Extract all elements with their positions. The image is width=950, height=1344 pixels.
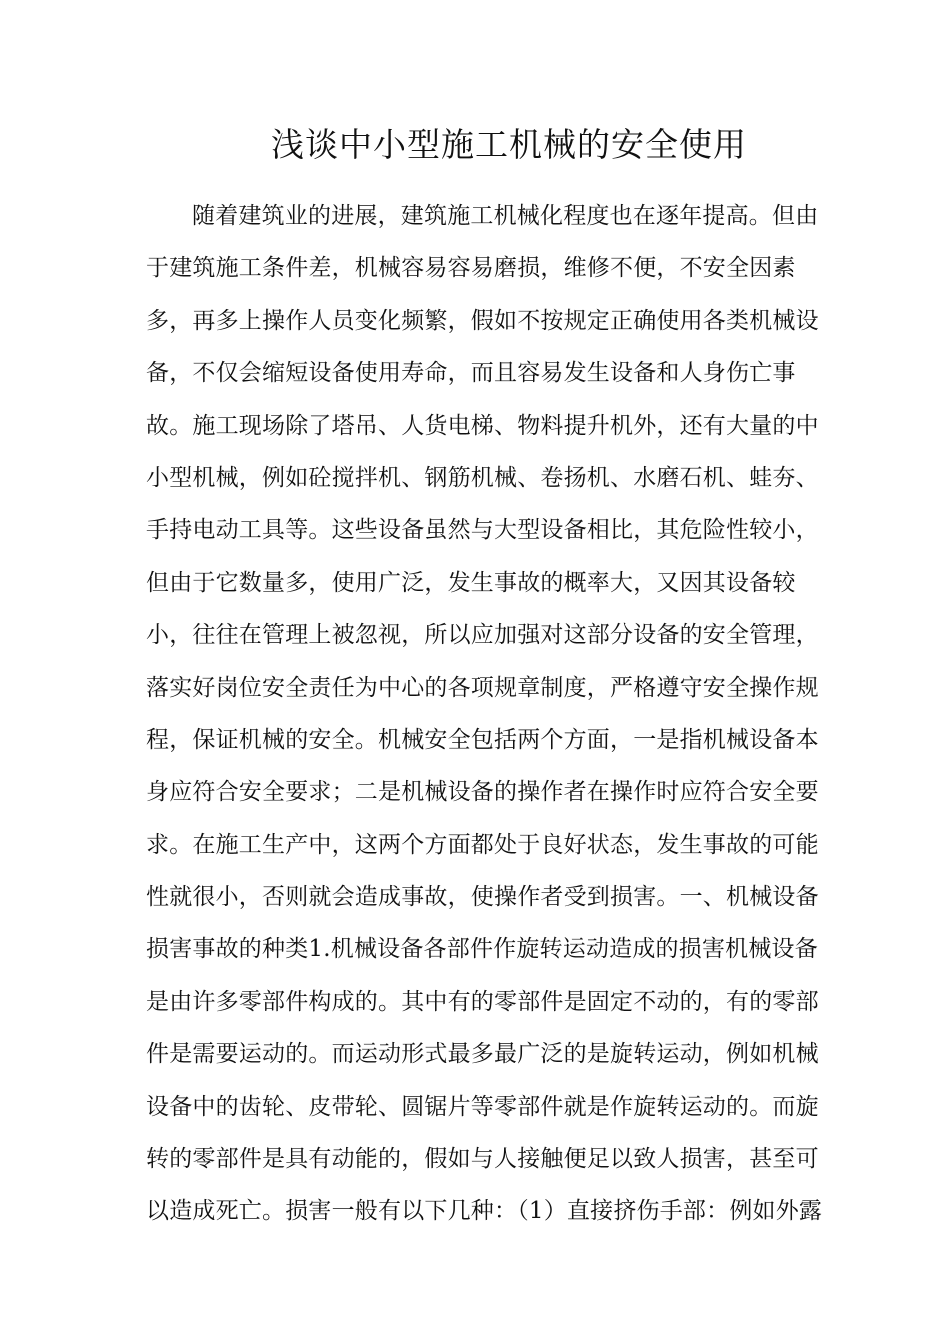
body-line: 设备中的齿轮、皮带轮、圆锯片等零部件就是作旋转运动的。而旋 [146, 1093, 819, 1120]
document-title: 浅谈中小型施工机械的安全使用 [271, 125, 747, 164]
body-line: 随着建筑业的进展，建筑施工机械化程度也在逐年提高。但由 [192, 203, 819, 229]
body-line: 求。在施工生产中，这两个方面都处于良好状态，发生事故的可能 [146, 831, 819, 858]
body-line: 故。施工现场除了塔吊、人货电梯、物料提升机外，还有大量的中 [146, 412, 819, 439]
body-line: 于建筑施工条件差，机械容易容易磨损，维修不便，不安全因素 [146, 255, 796, 282]
body-line: 小型机械，例如砼搅拌机、钢筋机械、卷扬机、水磨石机、蛙夯、 [146, 464, 819, 491]
body-line: 损害事故的种类1.机械设备各部件作旋转运动造成的损害机械设备 [146, 936, 818, 963]
body-line: 手持电动工具等。这些设备虽然与大型设备相比，其危险性较小， [146, 517, 819, 544]
body-line: 是由许多零部件构成的。其中有的零部件是固定不动的，有的零部 [146, 988, 819, 1015]
body-line: 以造成死亡。损害一般有以下几种：（1）直接挤伤手部：例如外露 [146, 1198, 823, 1225]
body-line: 多，再多上操作人员变化频繁，假如不按规定正确使用各类机械设 [146, 307, 819, 334]
body-line: 备，不仅会缩短设备使用寿命，而且容易发生设备和人身伤亡事 [146, 360, 796, 387]
body-line: 转的零部件是具有动能的，假如与人接触便足以致人损害，甚至可 [146, 1146, 819, 1173]
body-line: 程，保证机械的安全。机械安全包括两个方面，一是指机械设备本 [146, 726, 819, 753]
document-body [146, 190, 823, 1238]
body-line: 小，往往在管理上被忽视，所以应加强对这部分设备的安全管理， [146, 622, 819, 649]
body-line: 性就很小，否则就会造成事故，使操作者受到损害。一、机械设备 [146, 884, 819, 911]
body-line: 身应符合安全要求；二是机械设备的操作者在操作时应符合安全要 [146, 779, 819, 806]
body-line: 落实好岗位安全责任为中心的各项规章制度，严格遵守安全操作规 [146, 674, 819, 701]
body-line: 但由于它数量多，使用广泛，发生事故的概率大，又因其设备较 [146, 569, 796, 596]
body-line: 件是需要运动的。而运动形式最多最广泛的是旋转运动，例如机械 [146, 1041, 819, 1068]
